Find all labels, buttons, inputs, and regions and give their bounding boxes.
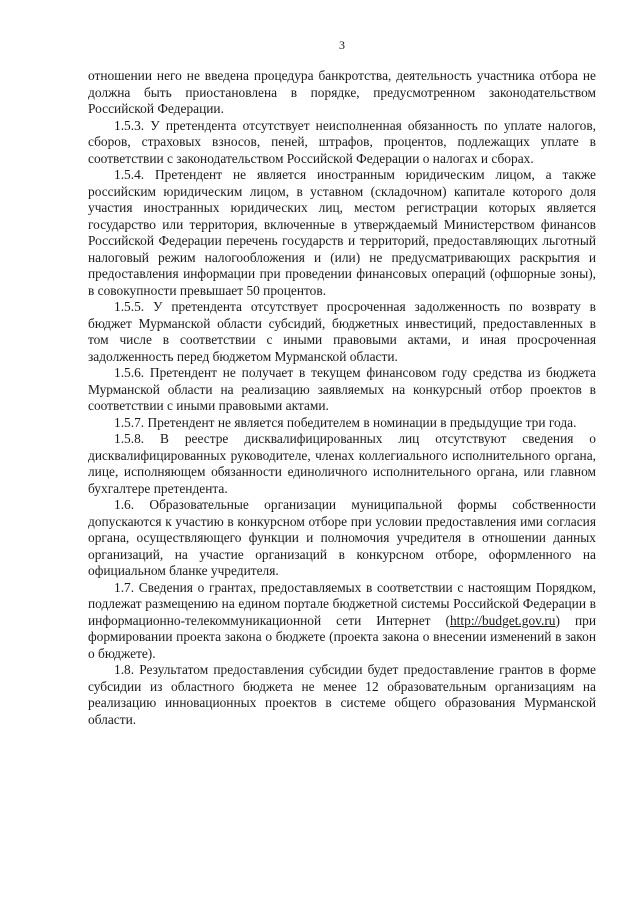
budget-portal-link[interactable]: http://budget.gov.ru xyxy=(449,612,556,628)
paragraph-1-7-text-before: 1.7. Сведения о грантах, предоставляемых в соответствии с настоящим Порядком, подлежат размещению на едином портале бюджетной системы Российской Федерации в информационно-телекоммуникационной сети Интернет ( xyxy=(88,579,596,628)
paragraph-1-6: 1.6. Образовательные организации муниципальной формы собственности допускаются к участию в конкурсном отборе при условии предоставления ими согласия органа, осуществляющего функции и полномочия учредителя в отношении данных организаций, на участие организаций в конкурсном отборе, оформленного на официальном бланке учредителя. xyxy=(88,497,596,578)
paragraph-1-7-text-after: ) при формировании проекта закона о бюджете (проекта закона о внесении изменений в закон о бюджете). xyxy=(88,612,596,661)
paragraph-1-8: 1.8. Результатом предоставления субсидии будет предоставление грантов в форме субсидии из областного бюджета не менее 12 образовательным организациям на реализацию инновационных проектов в системе общего образования Мурманской области. xyxy=(88,662,596,727)
paragraph-1-5-6: 1.5.6. Претендент не получает в текущем финансовом году средства из бюджета Мурманской области на реализацию заявляемых на конкурсный отбор проектов в соответствии с иными правовыми актами. xyxy=(88,365,596,413)
paragraph-1-5-7: 1.5.7. Претендент не является победителем в номинации в предыдущие три года. xyxy=(114,414,577,430)
paragraph-1-5-8: 1.5.8. В реестре дисквалифицированных лиц отсутствуют сведения о дисквалифицированных руководителе, членах коллегиального исполнительного органа, лице, исполняющем обязанности единоличного исполнительного органа, или главном бухгалтере претендента. xyxy=(88,431,596,496)
paragraph-1-5-3: 1.5.3. У претендента отсутствует неисполненная обязанность по уплате налогов, сборов, страховых взносов, пеней, штрафов, процентов, подлежащих уплате в соответствии с законодательством Российской Федерации о налогах и сборах. xyxy=(88,117,596,166)
document-page xyxy=(88,38,596,728)
paragraph-1-7 xyxy=(88,580,596,663)
page-number: 3 xyxy=(339,38,345,52)
paragraph-1-5-5: 1.5.5. У претендента отсутствует просроченная задолженность по возврату в бюджет Мурманской области субсидий, бюджетных инвестиций, предоставленных в том числе в соответствии с иными правовыми актами, и иная просроченная задолженность перед бюджетом Мурманской области. xyxy=(88,299,596,364)
paragraph-continuation: отношении него не введена процедура банкротства, деятельность участника отбора не должна быть приостановлена в порядке, предусмотренном законодательством Российской Федерации. xyxy=(88,68,596,116)
paragraph-1-5-4: 1.5.4. Претендент не является иностранным юридическим лицом, а также российским юридическим лицом, в уставном (складочном) капитале которого доля участия иностранных юридических лиц, местом регистрации которых является государство или территория, включенные в утверждаемый Министерством финансов Российской Федерации перечень государств и территорий, предоставляющих льготный налоговый режим налогообложения и (или) не предусматривающих раскрытия и предоставления информации при проведении финансовых операций (офшорные зоны), в совокупности превышает 50 процентов. xyxy=(88,167,596,298)
